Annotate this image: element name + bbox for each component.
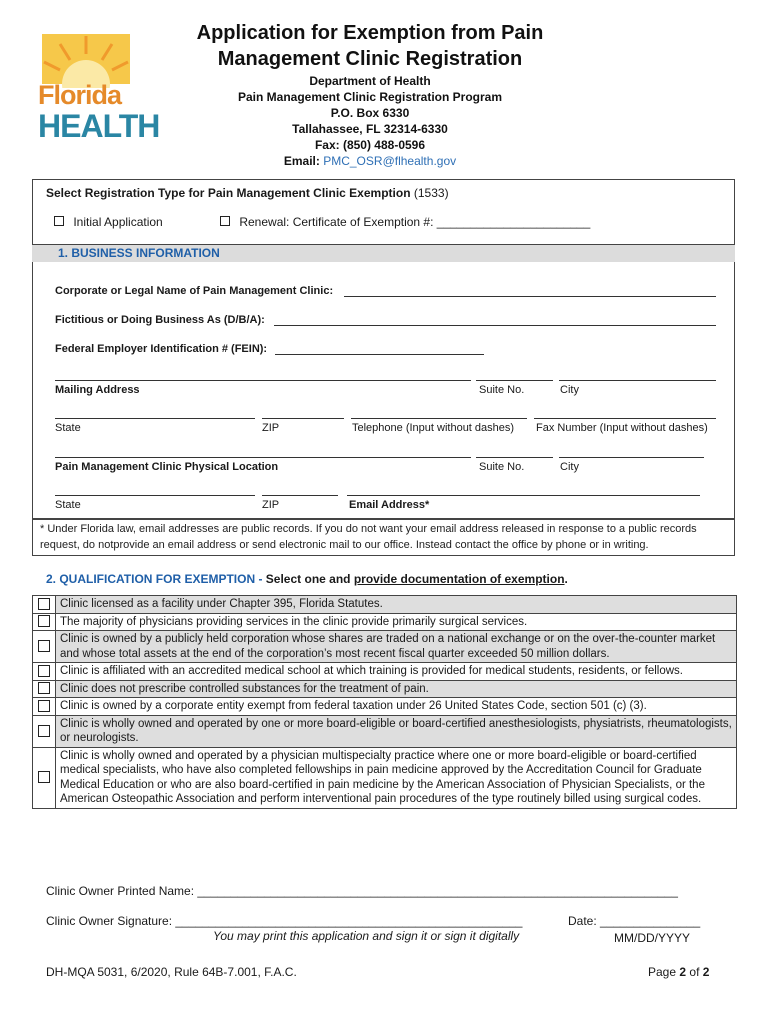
qualification-row: [33, 596, 737, 614]
qualification-row: [33, 680, 737, 698]
corp-name-field[interactable]: [344, 296, 716, 297]
mailing-address-label: [55, 384, 140, 396]
mailing-state-label: State: [55, 422, 81, 434]
physical-suite-label: Suite No.: [479, 461, 525, 473]
qualification-checkbox-3[interactable]: [38, 640, 50, 652]
fein-text: Federal Employer Identification # (FEIN):: [55, 343, 268, 355]
qualification-table: [32, 595, 737, 809]
physical-suite-field[interactable]: [476, 457, 553, 458]
email-address-text: Email Address*: [349, 499, 430, 511]
email-public-record-note: * Under Florida law, email addresses are public records. If you do not want your email address released in response to a public records request, do notprovide an email address or send electronic mail to our office. Instead contact the office by phone or in writing.: [40, 523, 697, 551]
qualification-checkbox-7[interactable]: [38, 725, 50, 737]
dba-field[interactable]: [274, 325, 716, 326]
dba-label: [55, 314, 265, 326]
email-line: [150, 153, 590, 169]
initial-application-checkbox[interactable]: [54, 216, 64, 226]
email-address-label: [349, 499, 429, 511]
page-total: 2: [702, 965, 710, 979]
qualification-checkbox-1[interactable]: [38, 598, 50, 610]
qualification-text-3: Clinic is owned by a publicly held corporation whose shares are traded on a national exchange or on the over-the-counter market and whose total assets at the end of the corporation’s most recent fiscal quarter exceeded 50 million dollars.: [56, 631, 737, 663]
email-label: Email:: [283, 154, 320, 168]
qualification-text-8: Clinic is wholly owned and operated by a physician multispecialty practice where one or more board-eligible or board-certified medical specialists, who have also completed fellowships in pain medicine approved by the Accreditation Council for Graduate Medical Education or who are also board-certified in pain medicine by the American Association of Physician Specialists, or the American Osteopathic Association and perform interventional pain procedures of the type routinely billed using surgical codes.: [56, 747, 737, 808]
qualification-text-6: Clinic is owned by a corporate entity exempt from federal taxation under 26 United States Code, section 501 (c) (3).: [56, 698, 737, 716]
sun-icon: [38, 28, 134, 88]
physical-location-text: Pain Management Clinic Physical Location: [55, 461, 279, 473]
renewal-option[interactable]: [220, 215, 590, 229]
qualification-header-b: provide documentation of exemption: [353, 572, 565, 586]
qualification-row: [33, 613, 737, 631]
mailing-city-field[interactable]: [559, 380, 716, 381]
telephone-field[interactable]: [351, 418, 527, 419]
telephone-label: Telephone (Input without dashes): [352, 422, 515, 434]
fax-number-field[interactable]: [534, 418, 716, 419]
qualification-row: [33, 698, 737, 716]
email-address-field[interactable]: [347, 495, 700, 496]
qualification-header-end: .: [564, 572, 568, 586]
sign-hint: You may print this application and sign it or sign it digitally: [213, 929, 520, 943]
registration-label-text: Select Registration Type for Pain Management Clinic Exemption: [46, 186, 411, 200]
fein-field[interactable]: [275, 354, 484, 355]
page-title: [150, 20, 590, 72]
physical-zip-label: ZIP: [262, 499, 280, 511]
logo-health-text: HEALTH: [38, 108, 160, 144]
date-field[interactable]: Date: _______________: [568, 914, 701, 928]
qualification-row: [33, 631, 737, 663]
renewal-checkbox[interactable]: [220, 216, 230, 226]
qualification-header-num: 2. QUALIFICATION FOR EXEMPTION -: [46, 572, 263, 586]
physical-state-field[interactable]: [55, 495, 255, 496]
business-section-title: 1. BUSINESS INFORMATION: [58, 246, 220, 260]
email-link[interactable]: PMC_OSR@flhealth.gov: [323, 154, 457, 168]
mailing-address-text: Mailing Address: [55, 384, 140, 396]
qualification-checkbox-5[interactable]: [38, 682, 50, 694]
logo-florida-text: Florida: [38, 80, 122, 110]
physical-city-field[interactable]: [559, 457, 704, 458]
dept-name: Department of Health: [309, 74, 431, 88]
qualification-text-7: Clinic is wholly owned and operated by one or more board-eligible or board-certified anesthesiologists, physiatrists, rheumatologists, or neurologists.: [56, 715, 737, 747]
physical-location-field[interactable]: [55, 457, 471, 458]
title-line-1: Application for Exemption from Pain: [196, 22, 544, 44]
mailing-suite-field[interactable]: [476, 380, 553, 381]
owner-signature-field[interactable]: Clinic Owner Signature: ____________________________________________________: [46, 914, 523, 928]
qualification-text-5: Clinic does not prescribe controlled substances for the treatment of pain.: [56, 680, 737, 698]
page-of: of: [689, 965, 700, 979]
qualification-checkbox-8[interactable]: [38, 771, 50, 783]
renewal-label: Renewal: Certificate of Exemption #: _______________________: [239, 215, 591, 229]
title-line-2: Management Clinic Registration: [217, 48, 523, 70]
qualification-text-2: The majority of physicians providing services in the clinic provide primarily surgical services.: [56, 613, 737, 631]
page-word: Page: [648, 965, 677, 979]
qualification-text-4: Clinic is affiliated with an accredited medical school at which training is provided for medical students, residents, or fellows.: [56, 663, 737, 681]
qualification-checkbox-6[interactable]: [38, 700, 50, 712]
registration-code: (1533): [413, 186, 449, 200]
form-id: DH-MQA 5031, 6/2020, Rule 64B-7.001, F.A.C.: [46, 965, 297, 979]
registration-type-label: [46, 186, 449, 200]
page-number: [648, 965, 709, 979]
mailing-zip-field[interactable]: [262, 418, 344, 419]
physical-city-label: City: [560, 461, 579, 473]
qualification-row: [33, 663, 737, 681]
mailing-address-field[interactable]: [55, 380, 471, 381]
owner-printed-name-field[interactable]: Clinic Owner Printed Name: ________________________________________________________________________: [46, 884, 678, 898]
po-box: P.O. Box 6330: [330, 106, 410, 120]
date-format: MM/DD/YYYY: [614, 931, 691, 945]
qualification-section-title: [46, 572, 568, 586]
qualification-header-a: Select one and: [265, 572, 351, 586]
physical-state-label: State: [55, 499, 81, 511]
mailing-suite-label: Suite No.: [479, 384, 525, 396]
mailing-zip-label: ZIP: [262, 422, 280, 434]
qualification-checkbox-2[interactable]: [38, 615, 50, 627]
program-name: Pain Management Clinic Registration Program: [237, 90, 503, 104]
initial-application-label: Initial Application: [73, 215, 163, 229]
florida-health-logo: [38, 28, 160, 144]
fax-number-label: Fax Number (Input without dashes): [536, 422, 708, 434]
qualification-text-1: Clinic licensed as a facility under Chapter 395, Florida Statutes.: [56, 596, 737, 614]
fax-line: Fax: (850) 488-0596: [314, 138, 426, 152]
department-address: [150, 73, 590, 169]
mailing-city-label: City: [560, 384, 579, 396]
qualification-row: [33, 747, 737, 808]
city-line: Tallahassee, FL 32314-6330: [292, 122, 448, 136]
physical-location-label: [55, 461, 278, 473]
qualification-checkbox-4[interactable]: [38, 665, 50, 677]
dba-text: Fictitious or Doing Business As (D/B/A):: [55, 314, 265, 326]
corp-name-text: Corporate or Legal Name of Pain Management Clinic:: [55, 285, 334, 297]
initial-application-option[interactable]: [54, 215, 163, 229]
mailing-state-field[interactable]: [55, 418, 255, 419]
corp-name-label: [55, 285, 333, 297]
fein-label: [55, 343, 267, 355]
qualification-row: [33, 715, 737, 747]
page-current: 2: [679, 965, 687, 979]
physical-zip-field[interactable]: [262, 495, 338, 496]
